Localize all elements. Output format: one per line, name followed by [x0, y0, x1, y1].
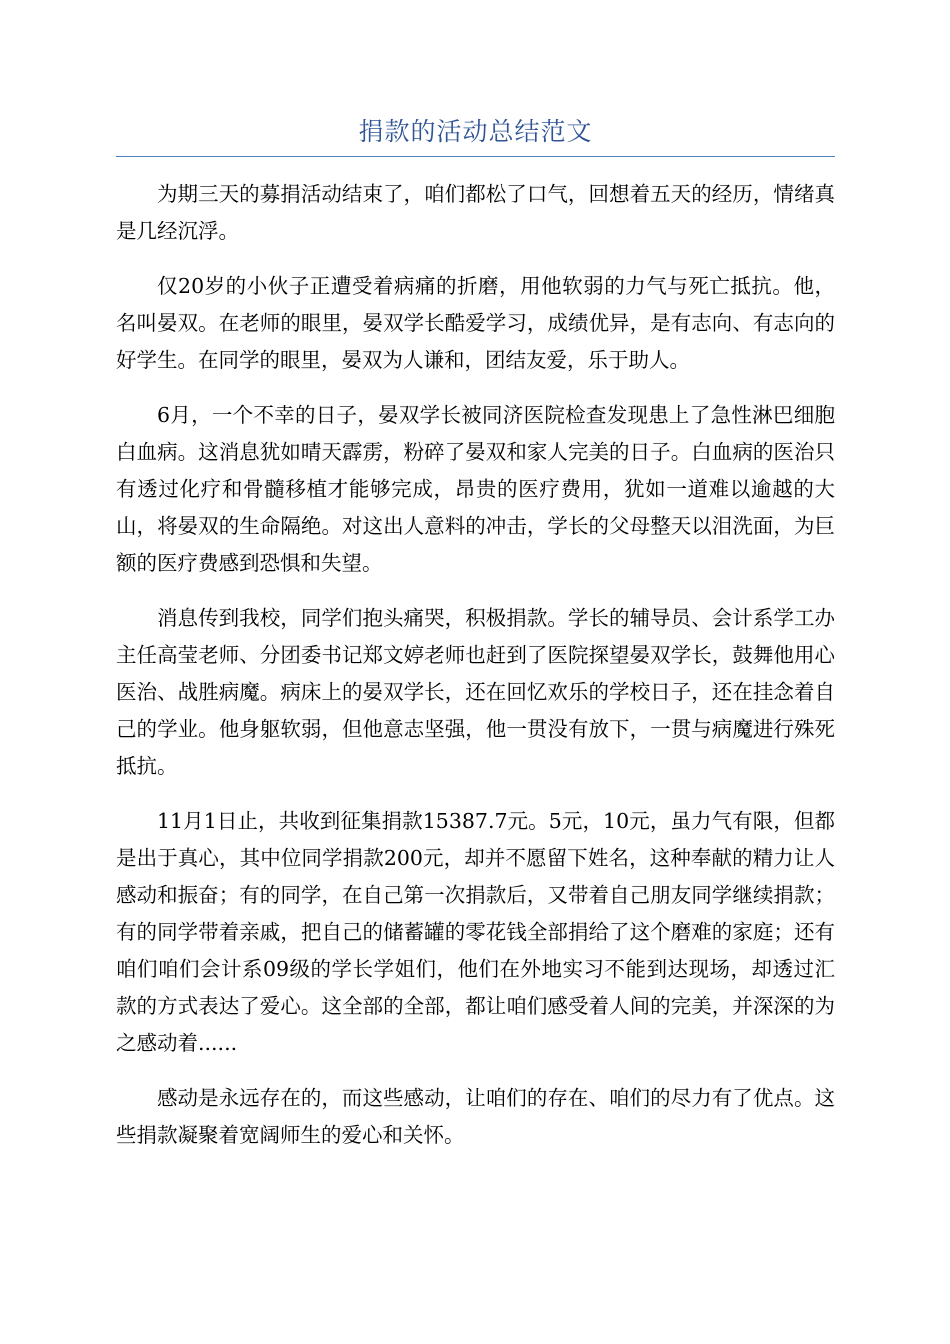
paragraph-3: 6月，一个不幸的日子，晏双学长被同济医院检查发现患上了急性淋巴细胞白血病。这消息犹如晴天霹雳，粉碎了晏双和家人完美的日子。白血病的医治只有透过化疗和骨髓移植才能够完成，昂贵的医疗费用，犹如一道难以逾越的大山，将晏双的生命隔绝。对这出人意料的冲击，学长的父母整天以泪洗面，为巨额的医疗费感到恐惧和失望。: [116, 403, 835, 575]
paragraph-2: 仅20岁的小伙子正遭受着病痛的折磨，用他软弱的力气与死亡抵抗。他，名叫晏双。在老师的眼里，晏双学长酷爱学习，成绩优异，是有志向、有志向的好学生。在同学的眼里，晏双为人谦和，团结友爱，乐于助人。: [116, 274, 835, 372]
paragraph-4: 消息传到我校，同学们抱头痛哭，积极捐款。学长的辅导员、会计系学工办主任高莹老师、分团委书记郑文婷老师也赶到了医院探望晏双学长，鼓舞他用心医治、战胜病魔。病床上的晏双学长，还在回忆欢乐的学校日子，还在挂念着自己的学业。他身躯软弱，但他意志坚强，他一贯没有放下，一贯与病魔进行殊死抵抗。: [116, 606, 835, 778]
title-block: [116, 112, 835, 157]
paragraph-1: 为期三天的募捐活动结束了，咱们都松了口气，回想着五天的经历，情绪真是几经沉浮。: [116, 182, 835, 243]
document-body: [116, 176, 835, 1172]
paragraph-6: 感动是永远存在的，而这些感动，让咱们的存在、咱们的尽力有了优点。这些捐款凝聚着宽阔师生的爱心和关怀。: [116, 1086, 835, 1147]
paragraph-5: 11月1日止，共收到征集捐款15387.7元。5元，10元，虽力气有限，但都是出于真心，其中位同学捐款200元，却并不愿留下姓名，这种奉献的精力让人感动和振奋；有的同学，在自己第一次捐款后，又带着自己朋友同学继续捐款；有的同学带着亲戚，把自己的储蓄罐的零花钱全部捐给了这个磨难的家庭；还有咱们咱们会计系09级的学长学姐们，他们在外地实习不能到达现场，却透过汇款的方式表达了爱心。这全部的全部，都让咱们感受着人间的完美，并深深的为之感动着......: [116, 809, 835, 1055]
page-title: 捐款的活动总结范文: [358, 117, 593, 146]
